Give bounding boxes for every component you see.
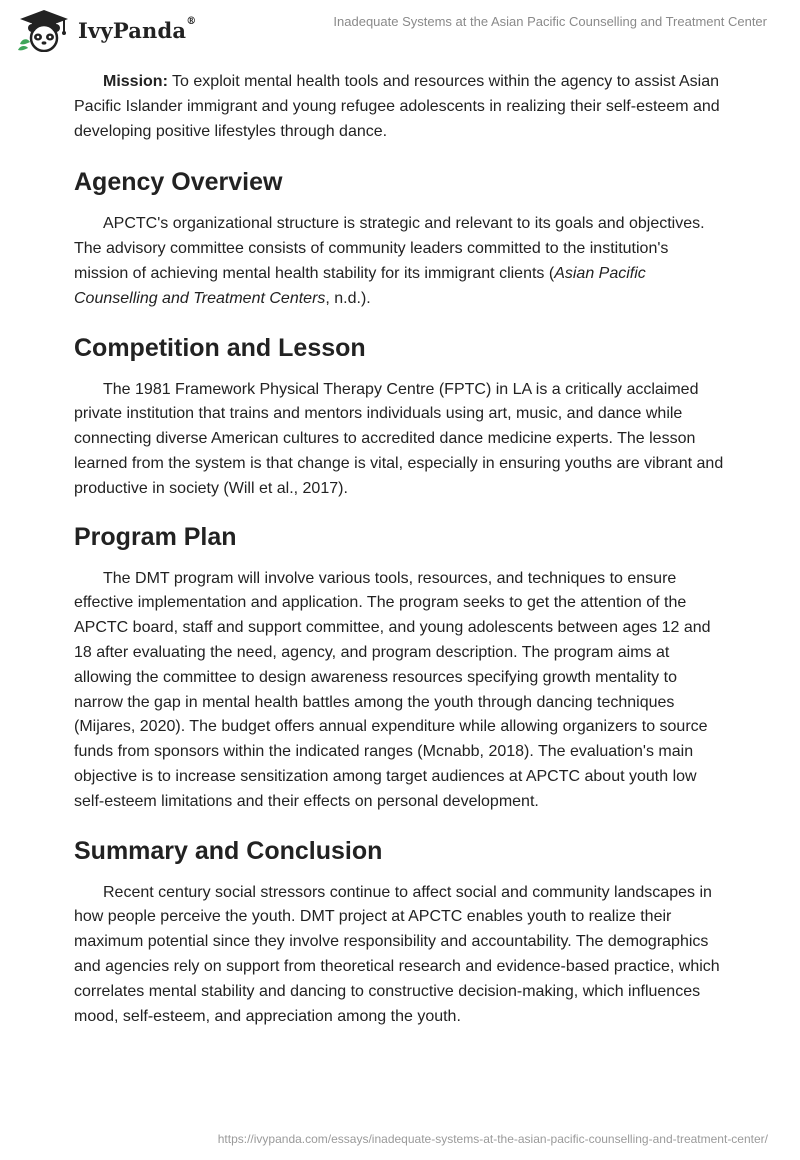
heading-competition-and-lesson: Competition and Lesson (74, 333, 366, 362)
essay-body (74, 70, 726, 1029)
source-url-link[interactable]: https://ivypanda.com/essays/inadequate-systems-at-the-asian-pacific-counselling-and-treatment-center/ (217, 1132, 768, 1146)
heading-summary-and-conclusion: Summary and Conclusion (74, 836, 383, 865)
ivypanda-logo[interactable] (16, 8, 196, 52)
heading-program-plan: Program Plan (74, 522, 237, 551)
program-plan-paragraph: The DMT program will involve various tools, resources, and techniques to ensure effective implementation and application. The program seeks to get the attention of the APCTC board, staff and support committee, and young adolescents between ages 12 and 18 after evaluating the need, agency, and program description. The program aims at allowing the committee to design awareness resources specifying growth mentality to narrow the gap in mental health battles among the youth through dancing techniques (Mijares, 2020). The budget offers annual expenditure while allowing organizers to source funds from sponsors within the indicated ranges (Mcnabb, 2018). The evaluation's main objective is to increase sensitization among target audiences at APCTC about youth low self-esteem limitations and their effects on personal development. (74, 569, 711, 810)
competition-paragraph: The 1981 Framework Physical Therapy Centre (FPTC) in LA is a critically acclaimed private institution that trains and mentors individuals using art, music, and dance while connecting diverse American cultures to accredited dance medicine experts. The lesson learned from the system is that change is vital, especially in ensuring youths are vibrant and productive in society (Will et al., 2017). (74, 380, 724, 497)
mission-label: Mission: (103, 73, 168, 90)
document-title: Inadequate Systems at the Asian Pacific Counselling and Treatment Center (333, 14, 767, 29)
page-header (0, 0, 800, 60)
mission-paragraph (74, 70, 726, 144)
summary-paragraph: Recent century social stressors continue to affect social and community landscapes in how people perceive the youth. DMT project at APCTC enables youth to realize their maximum potential since they involve responsibility and accountability. The demographics and agencies rely on support from theoretical research and evidence-based practice, which correlates mental stability and dancing to constructive decision-making, which influences mood, self-esteem, and appreciation among the youth. (74, 883, 720, 1025)
mission-text: To exploit mental health tools and resources within the agency to assist Asian Pacific Islander immigrant and young refugee adolescents in realizing their self-esteem and developing positive lifestyles through dance. (74, 73, 720, 140)
heading-agency-overview: Agency Overview (74, 168, 283, 197)
agency-citation: Asian Pacific Counselling and Treatment Centers (74, 264, 646, 307)
agency-overview-paragraph: APCTC's organizational structure is strategic and relevant to its goals and objectives. The advisory committee consists of community leaders committed to the institution's mission of achieving mental health stability for its immigrant clients (Asian Pacific Counselling and Treatment Centers, n.d.). (74, 215, 705, 307)
panda-graduate-icon (16, 8, 72, 52)
brand-name: IvyPanda® (78, 15, 197, 43)
